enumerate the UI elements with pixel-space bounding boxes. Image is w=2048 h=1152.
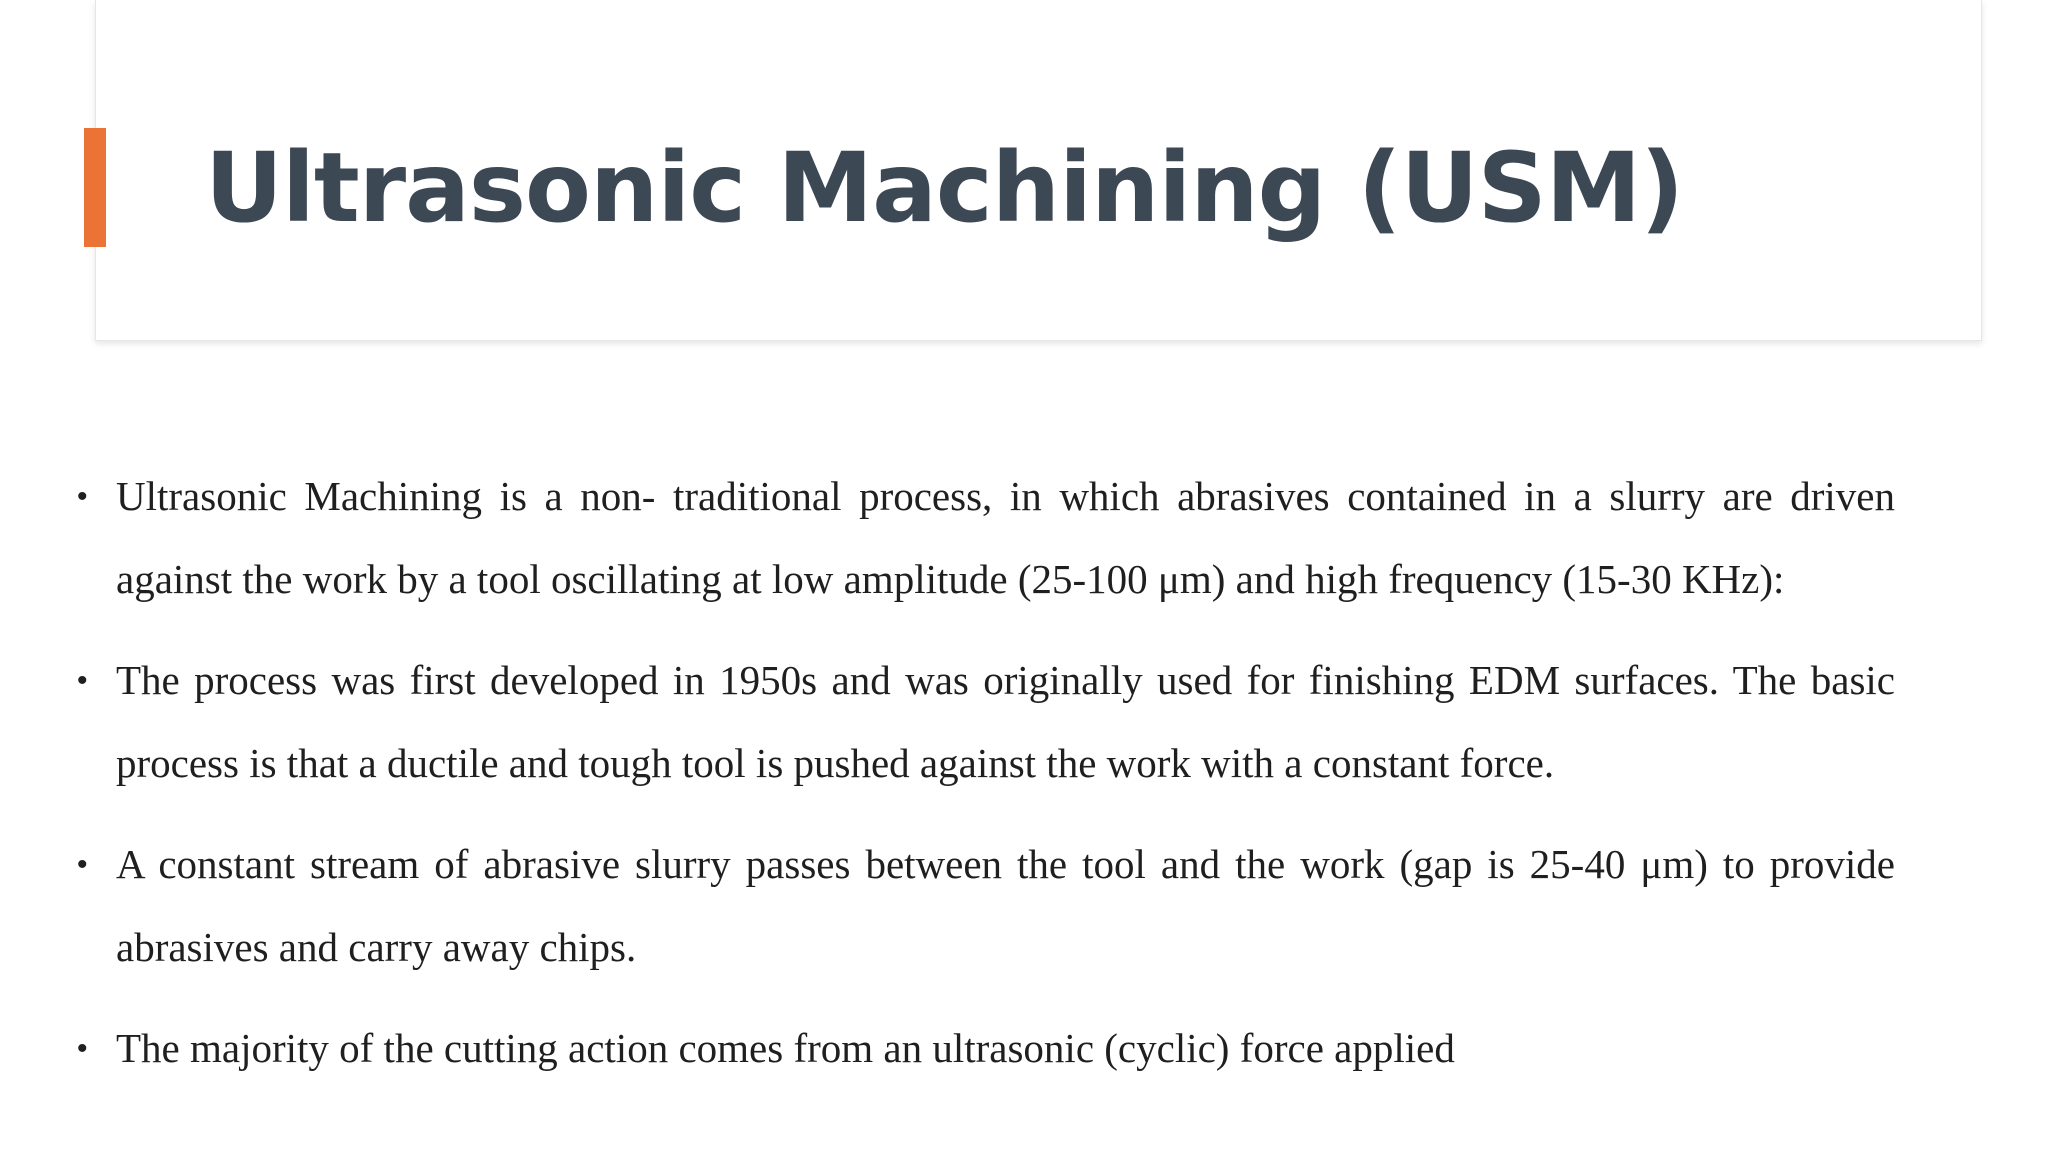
bullet-dot-icon: • <box>77 848 88 881</box>
bullet-dot-icon: • <box>77 480 88 513</box>
title-accent-bar <box>84 128 106 247</box>
bullet-list <box>75 455 1895 1108</box>
slide-title: Ultrasonic Machining (USM) <box>205 132 1684 244</box>
bullet-dot-icon: • <box>77 664 88 697</box>
bullet-item-1 <box>75 455 1895 621</box>
bullet-text: Ultrasonic Machining is a non- traditional process, in which abrasives contained in a slurry are driven against the work by a tool oscillating at low amplitude (25-100 μm) and high frequency (15-30 KHz): <box>116 473 1895 602</box>
bullet-item-3 <box>75 823 1895 989</box>
bullet-text: The process was first developed in 1950s and was originally used for finishing EDM surfaces. The basic process is that a ductile and tough tool is pushed against the work with a constant force. <box>116 657 1895 786</box>
bullet-item-4 <box>75 1007 1895 1090</box>
bullet-item-2 <box>75 639 1895 805</box>
bullet-dot-icon: • <box>77 1032 88 1065</box>
bullet-text: A constant stream of abrasive slurry passes between the tool and the work (gap is 25-40 μm) to provide abrasives and carry away chips. <box>116 841 1895 970</box>
bullet-text: The majority of the cutting action comes from an ultrasonic (cyclic) force applied <box>116 1025 1455 1071</box>
